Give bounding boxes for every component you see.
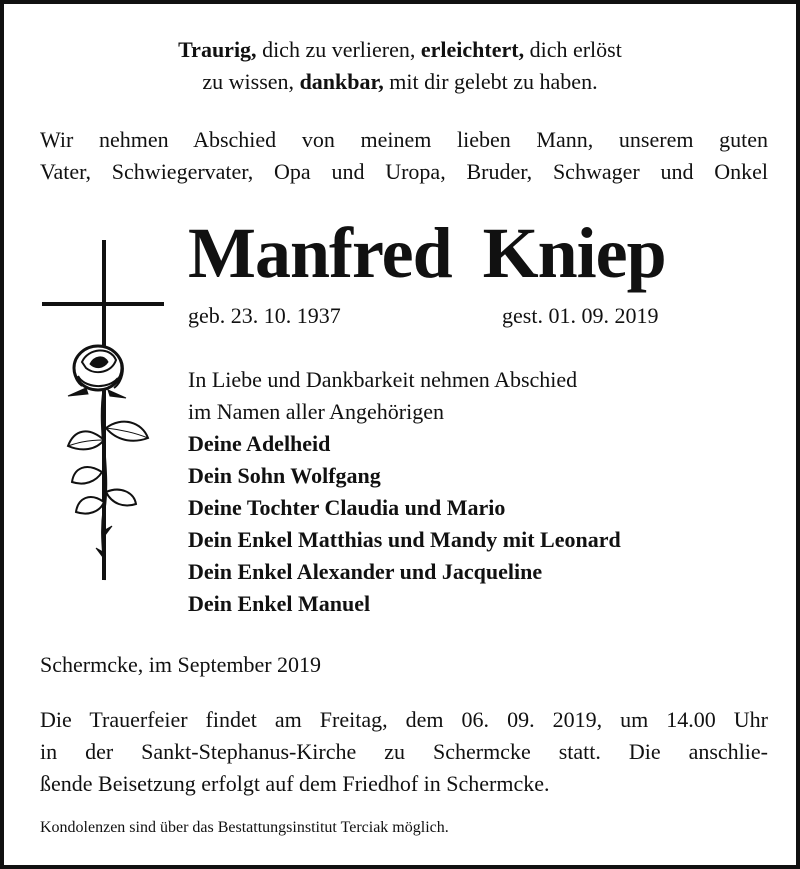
mourner: Deine Adelheid	[188, 431, 331, 456]
funeral-service-info	[40, 704, 768, 800]
place-and-date: Schermcke, im September 2019	[40, 652, 322, 677]
cross-with-rose	[38, 240, 178, 610]
birth-date: geb. 23. 10. 1937	[188, 303, 341, 328]
motto-line-2	[4, 66, 796, 98]
mourners	[188, 364, 621, 620]
mourner: Dein Enkel Alexander und Jacqueline	[188, 559, 543, 584]
mourner: Dein Enkel Matthias und Mandy mit Leonard	[188, 527, 621, 552]
service-line-1: Die Trauerfeier findet am Freitag, dem 06. 09. 2019, um 14.00 Uhr	[40, 707, 768, 732]
motto-text: dich zu verlieren,	[256, 37, 421, 62]
motto-text: dich erlöst	[524, 37, 622, 62]
mourner: Deine Tochter Claudia und Mario	[188, 495, 506, 520]
farewell-intro-line-1: Wir nehmen Abschied von meinem lieben Mann, unserem guten	[40, 127, 768, 152]
motto-word-sad: Traurig,	[178, 37, 257, 62]
deceased-name: Manfred Kniep	[188, 213, 666, 293]
rose-icon	[68, 346, 148, 580]
service-line-3: ßende Beisetzung erfolgt auf dem Friedhof in Schermcke.	[40, 771, 550, 796]
motto	[4, 34, 796, 98]
motto-word-relieved: erleichtert,	[420, 37, 525, 62]
mourners-intro-line-2: im Namen aller Angehörigen	[188, 399, 444, 424]
motto-word-grateful: dankbar,	[299, 69, 384, 94]
motto-line-1	[4, 34, 796, 66]
farewell-intro	[40, 124, 768, 188]
condolence-note: Kondolenzen sind über das Bestattungsinstitut Terciak möglich.	[40, 819, 449, 836]
mourner: Dein Enkel Manuel	[188, 591, 371, 616]
mourner: Dein Sohn Wolfgang	[188, 463, 381, 488]
death-date: gest. 01. 09. 2019	[502, 303, 659, 328]
motto-text: zu wissen,	[202, 69, 300, 94]
service-line-2: in der Sankt-Stephanus-Kirche zu Schermcke statt. Die anschlie-	[40, 739, 768, 764]
farewell-intro-line-2: Vater, Schwiegervater, Opa und Uropa, Bruder, Schwager und Onkel	[40, 159, 768, 184]
motto-text: mit dir gelebt zu haben.	[383, 69, 598, 94]
mourners-intro-line-1: In Liebe und Dankbarkeit nehmen Abschied	[188, 367, 578, 392]
